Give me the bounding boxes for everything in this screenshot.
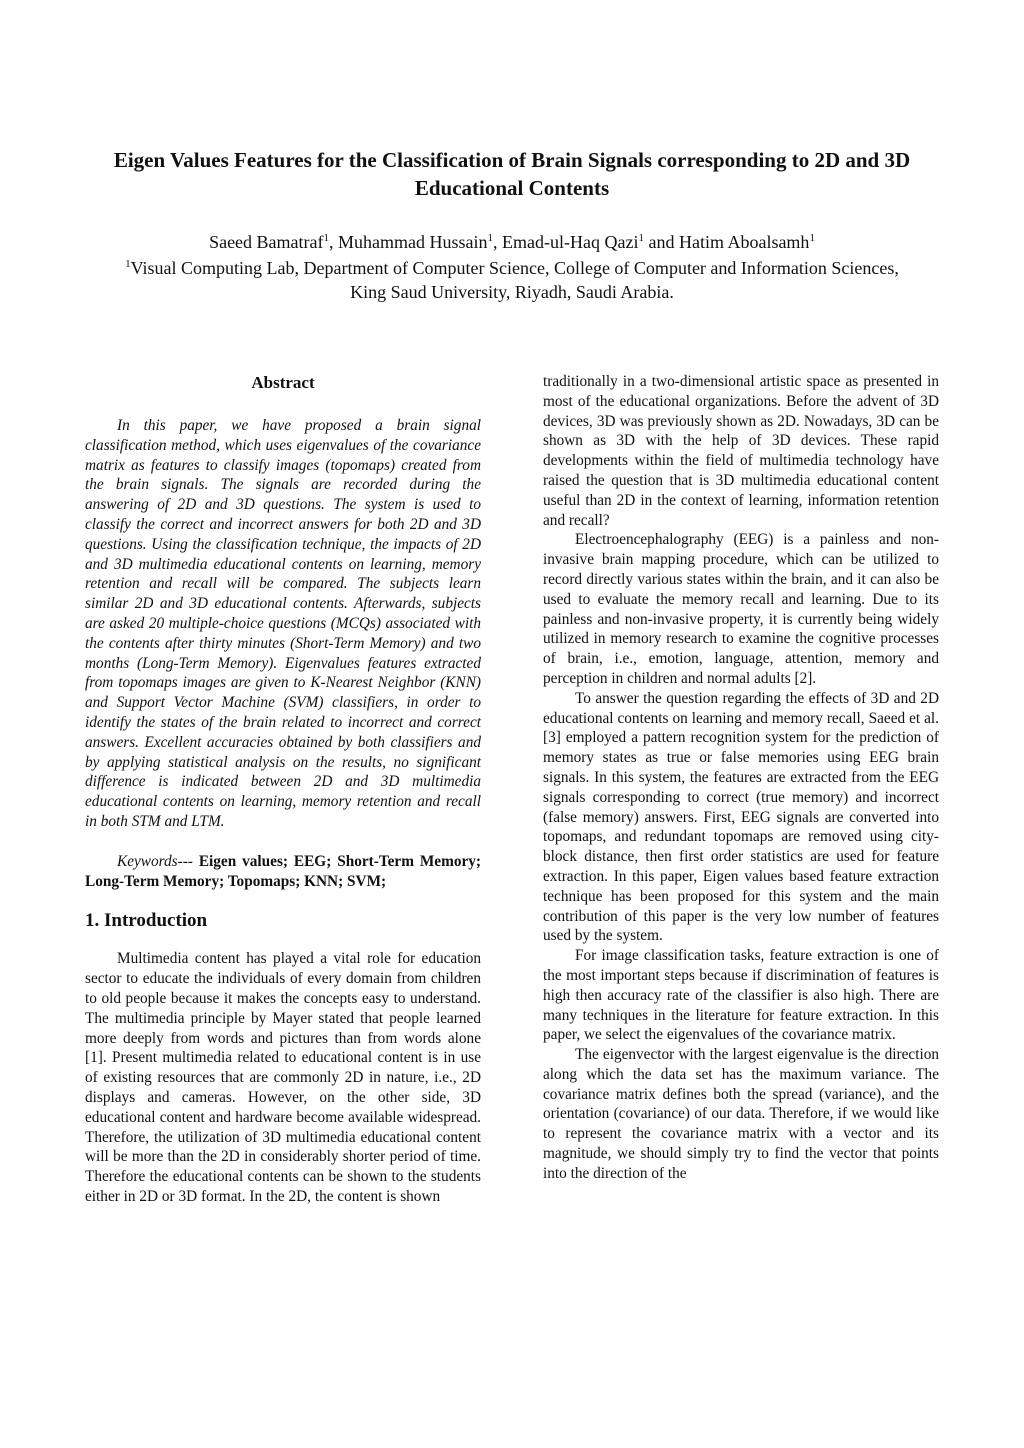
author-list bbox=[70, 230, 954, 254]
paragraph: Electroencephalography (EEG) is a painless and non-invasive brain mapping procedure, which can be utilized to record directly various states within the brain, and it can also be used to evaluate the memory recall and learning. Due to its painless and non-invasive property, it is currently being widely utilized in memory research to examine the cognitive processes of brain, i.e., emotion, language, attention, memory and perception in children and normal adults [2]. bbox=[543, 531, 939, 687]
paragraph: Multimedia content has played a vital role for education sector to educate the individuals of every domain from children to old people because it makes the concepts easy to understand. The multimedia principle by Mayer stated that people learned more deeply from words and pictures than from words alone [1]. Present multimedia related to educational content is in use of existing resources that are commonly 2D in nature, i.e., 2D displays and cameras. However, on the other side, 3D educational content and hardware become available widespread. Therefore, the utilization of 3D multimedia educational content will be more than the 2D in considerably shorter period of time. Therefore the educational contents can be shown to the students either in 2D or 3D format. In the 2D, the content is shown bbox=[85, 950, 481, 1205]
author-name: Saeed Bamatraf bbox=[209, 232, 324, 252]
paper-title: Eigen Values Features for the Classification of Brain Signals corresponding to 2D and 3D Educational Contents bbox=[113, 148, 911, 200]
author-separator: , bbox=[329, 232, 339, 252]
paragraph: For image classification tasks, feature extraction is one of the most important steps because if discrimination of features is high then accuracy rate of the classifier is also high. There are many techniques in the literature for feature extraction. In this paper, we select the eigenvalues of the covariance matrix. bbox=[543, 947, 939, 1044]
section-heading-introduction: 1. Introduction bbox=[85, 910, 208, 932]
affiliation-mark: 1 bbox=[125, 258, 131, 270]
author-affiliation-mark: 1 bbox=[638, 232, 644, 244]
paragraph: The eigenvector with the largest eigenvalue is the direction along which the data set has the maximum variance. The covariance matrix defines both the spread (variance), and the orientation (covariance) of our data. Therefore, if we would like to represent the covariance matrix with a vector and its magnitude, we should simply try to find the vector that points into the direction of the bbox=[543, 1046, 939, 1182]
author-affiliation-mark: 1 bbox=[809, 232, 815, 244]
author-name: Muhammad Hussain bbox=[338, 232, 488, 252]
affiliation bbox=[110, 256, 914, 304]
left-column bbox=[85, 372, 481, 1207]
affiliation-text: Visual Computing Lab, Department of Computer Science, College of Computer and Information Sciences, King Saud University, Riyadh, Saudi Arabia. bbox=[130, 258, 899, 302]
keywords bbox=[85, 852, 481, 892]
abstract-heading: Abstract bbox=[251, 373, 315, 392]
author-affiliation-mark: 1 bbox=[487, 232, 493, 244]
right-column bbox=[543, 372, 939, 1184]
author-separator: and bbox=[643, 232, 679, 252]
author-name: Emad-ul-Haq Qazi bbox=[502, 232, 639, 252]
keywords-label: Keywords--- bbox=[117, 852, 193, 870]
author-affiliation-mark: 1 bbox=[323, 232, 330, 244]
keywords-text: Eigen values; EEG; Short-Term Memory; Long-Term Memory; Topomaps; KNN; SVM; bbox=[85, 852, 481, 890]
paragraph-continuation: traditionally in a two-dimensional artistic space as presented in most of the educational organizations. Before the advent of 3D devices, 3D was previously shown as 2D. Nowadays, 3D can be shown as 3D with the help of 3D devices. These rapid developments within the field of multimedia technology have raised the question that is 3D multimedia educational content useful than 2D in the context of learning, information retention and recall? bbox=[543, 373, 939, 529]
paragraph: To answer the question regarding the effects of 3D and 2D educational contents on learning and memory recall, Saeed et al. [3] employed a pattern recognition system for the prediction of memory states as true or false memories using EEG brain signals. In this system, the features are extracted from the EEG signals corresponding to correct (true memory) and incorrect (false memory) answers. First, EEG signals are converted into topomaps, and redundant topomaps are removed using city-block distance, then first order statistics are used for feature extraction. In this paper, Eigen values based feature extraction technique has been proposed for this system and the main contribution of this paper is the very low number of features used by the system. bbox=[543, 689, 939, 945]
abstract-body: In this paper, we have proposed a brain signal classification method, which uses eigenvalues of the covariance matrix as features to classify images (topomaps) created from the brain signals. The signals are recorded during the answering of 2D and 3D questions. The system is used to classify the correct and incorrect answers for both 2D and 3D questions. Using the classification technique, the impacts of 2D and 3D multimedia educational contents on learning, memory retention and recall will be compared. The subjects learn similar 2D and 3D educational contents. Afterwards, subjects are asked 20 multiple-choice questions (MCQs) associated with the contents after thirty minutes (Short-Term Memory) and two months (Long-Term Memory). Eigenvalues features extracted from topomaps images are given to K-Nearest Neighbor (KNN) and Support Vector Machine (SVM) classifiers, in order to identify the states of the brain related to incorrect and correct answers. Excellent accuracies obtained by both classifiers and by applying statistical analysis on the results, no significant difference is indicated between 2D and 3D multimedia educational contents on learning, memory retention and recall in both STM and LTM. bbox=[85, 417, 481, 830]
author-name: Hatim Aboalsamh bbox=[678, 232, 810, 252]
author-separator: , bbox=[493, 232, 502, 252]
